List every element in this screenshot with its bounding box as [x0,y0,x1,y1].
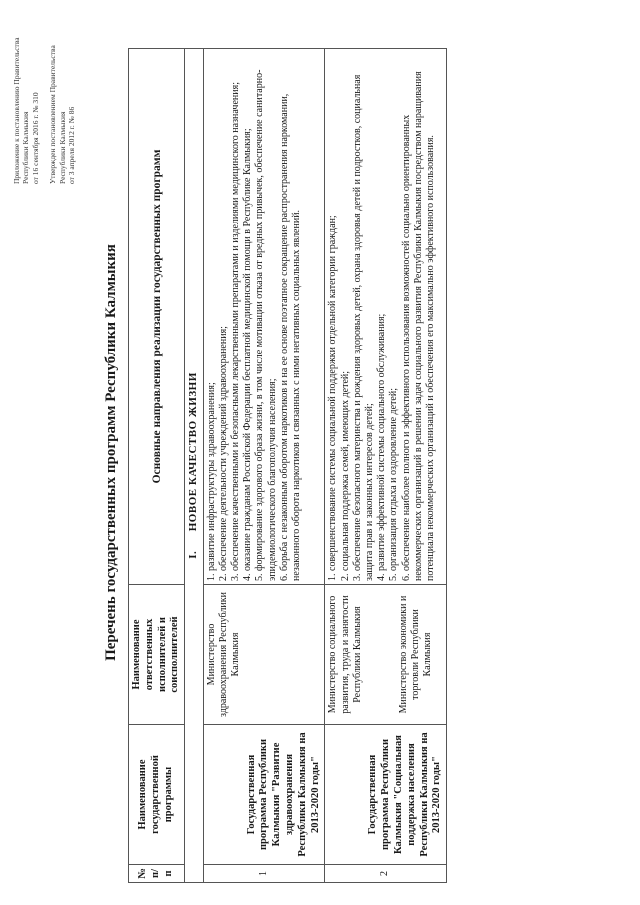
program-name: Государственная программа Республики Калмыкия "Развитие здравоохранения Республики Калмыкия на 2013-2020 годы" [245,732,321,857]
approval-line: от 16 сентября 2016 г. № 310 [30,92,40,184]
directions-cell [203,49,325,585]
program-cell [203,725,325,865]
list-item: 3. обеспечение качественными и безопасными лекарственными препаратами и изделиями медицинского назначения; [229,82,241,581]
program-cell [325,725,447,865]
list-item: 6. борьба с незаконным оборотом наркотиков и на ее основе поэтапное сокращение распространения наркомании, незаконного оборота наркотиков и связанных с ними негативных социальных явлений. [278,93,302,581]
executor-name: Министерство здравоохранения Республики Калмыкия [205,592,241,717]
executor-name: Министерство экономики и торговли Республики Калмыкия [397,595,434,714]
header-program: Наименование государственной программы [129,725,185,865]
approval-line: от 3 апреля 2012 г. № 86 [66,106,76,184]
list-item: 4. развитие эффективной системы социального обслуживания; [376,313,388,581]
row-number: 2 [325,865,447,883]
list-item: 6. обеспечение наиболее полного и эффективного использования возможностей социально ориентированных некоммерческих организаций в решении задач социального развития Республики Калмыкия посредством наращивания потенциала некоммерческих организаций и обеспечения его максимально эффективного использования. [400,71,436,581]
list-item: 4. оказание гражданам Российской Федерации бесплатной медицинской помощи в Республике Калмыкия; [242,128,254,581]
table-row [325,49,447,883]
section-heading [185,49,203,883]
header-directions: Основные направления реализации государственных программ [129,49,185,585]
list-item: 1. совершенствование системы социальной поддержки отдельной категории граждан; [327,215,339,581]
list-item: 2. обеспечение деятельности учреждений здравоохранения; [217,326,229,581]
document-title: Перечень государственных программ Республики Калмыкия [103,244,119,661]
table-row [203,49,325,883]
directions-cell [325,49,447,585]
executors-cell [325,585,447,725]
program-name: Государственная программа Республики Калмыкия "Социальная поддержка населения Республики Калмыкия на 2013-2020 годы" [367,732,443,857]
list-item: 5. формирование здорового образа жизни, в том числе мотивации отказа от вредных привычек, обеспечение санитарно-эпидемиологического благополучия населения; [254,69,278,581]
list-item: 3. обеспечение безопасного материнства и рождения здоровых детей, охрана здоровья детей и подростков, социальная защита прав и законных интересов детей; [351,74,375,581]
row-number: 1 [203,865,325,883]
programs-table [128,48,447,883]
list-item: 5. организация отдыха и оздоровление детей; [388,388,400,581]
section-title: НОВОЕ КАЧЕСТВО ЖИЗНИ [187,372,200,532]
executor-name: Министерство социального развития, труда и занятости Республики Калмыкия [327,595,363,714]
list-item: 2. социальная поддержка семей, имеющих детей; [339,370,351,581]
approval-note [12,14,76,184]
list-item: 1. развитие инфраструктуры здравоохранения; [205,382,217,581]
approval-line: Утвержден постановлением Правительства Республики Калмыкия [48,45,67,184]
approval-line: Приложение к постановлению Правительства Республики Калмыкия [12,37,31,184]
section-number: I. [187,550,200,559]
section-row [185,49,203,883]
header-executors: Наименование ответственных исполнителей и соисполнителей [129,585,185,725]
header-num: № п/п [129,865,185,883]
table-header-row [129,49,185,883]
executors-cell [203,585,325,725]
